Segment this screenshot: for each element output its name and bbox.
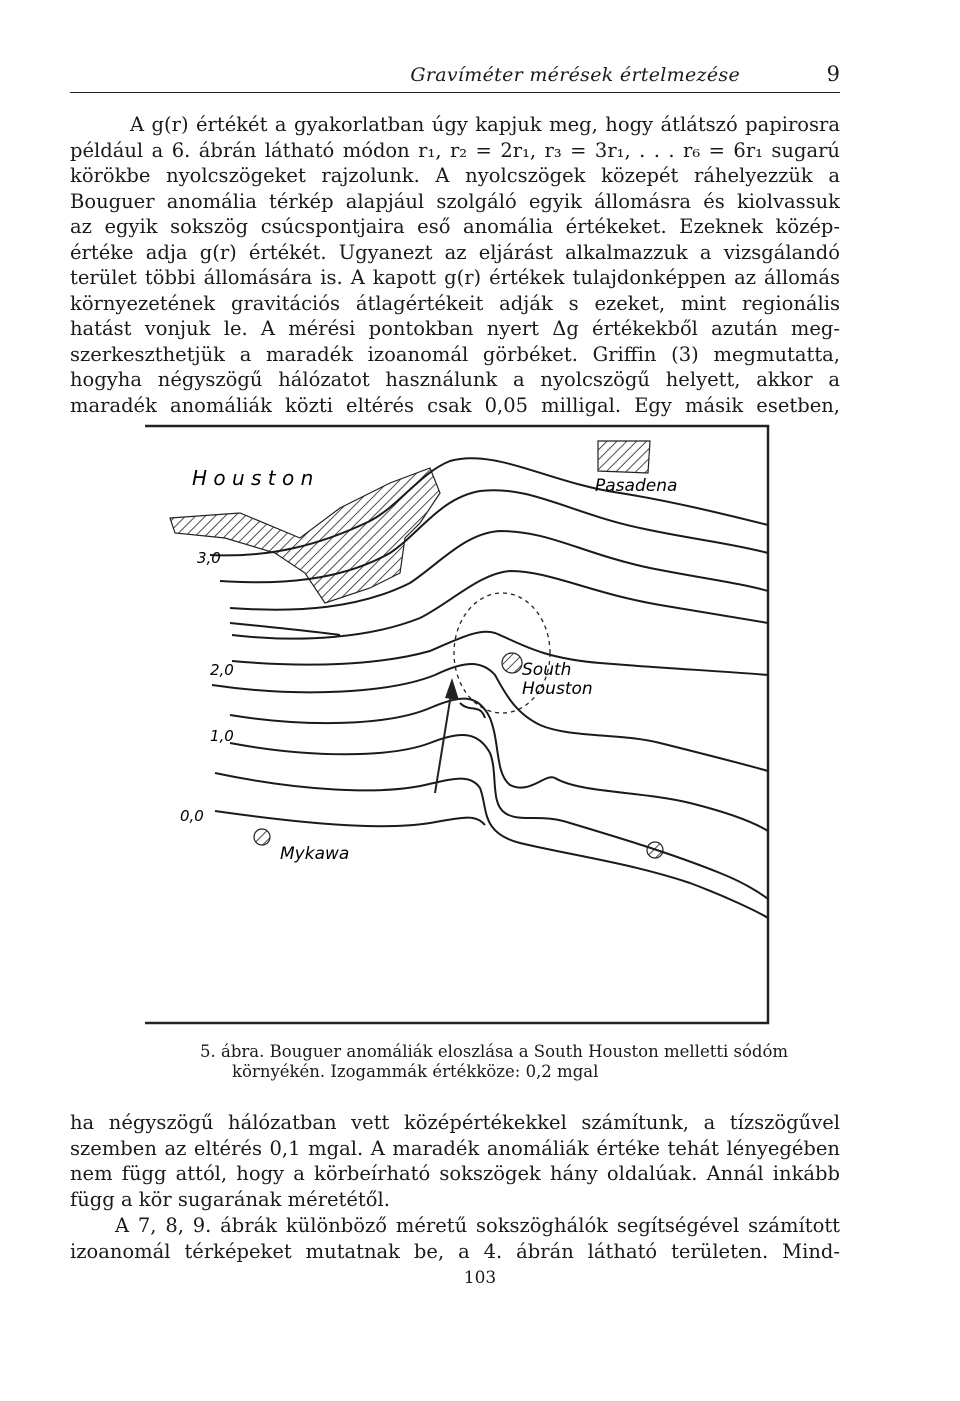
text-line: Bouguer anomália térkép alapjául szolgáló egyik állomásra és kiolvassuk <box>70 189 840 213</box>
label-houston: H o u s t o n <box>192 466 314 490</box>
running-title: Gravíméter mérések értelmezése <box>410 64 740 86</box>
south-houston-dome <box>502 653 522 673</box>
folio: 103 <box>463 1268 497 1288</box>
text-line: terület többi állomására is. A kapott g(r) értékek tulajdonképpen az állomás <box>70 266 840 289</box>
label-houston-2: Houston <box>522 679 593 699</box>
paragraph-3 <box>70 1213 840 1264</box>
paragraph-1 <box>70 112 840 418</box>
figure-caption <box>200 1042 790 1082</box>
contour-line <box>230 623 340 635</box>
text-line: izoanomál térképeket mutatnak be, a 4. ábrán látható területen. Mind- <box>70 1239 840 1263</box>
text-line: szerkeszthetjük a maradék izoanomál görbéket. Griffin (3) megmutatta, <box>70 342 840 366</box>
text-line: hogyha négyszögű hálózatot használunk a nyolcszögű helyett, akkor a <box>70 368 840 391</box>
text-line: szemben az eltérés 0,1 mgal. A maradék anomáliák értéke tehát lényegében <box>70 1136 840 1160</box>
text-line: A g(r) értékét a gyakorlatban úgy kapjuk meg, hogy átlátszó papirosra <box>130 113 840 136</box>
text-line: az egyik sokszög csúcspontjaira eső anomália értékeket. Ezeknek közép- <box>70 215 840 238</box>
text-line: értéke adja g(r) értékét. Ugyanezt az eljárást alkalmazzuk a vizsgálandó <box>70 240 840 264</box>
contour-label-1: 1,0 <box>210 727 234 745</box>
running-header <box>70 60 840 93</box>
text-line: ha négyszögű hálózatban vett középértékekkel számítunk, a tízszögűvel <box>70 1111 840 1134</box>
text-line: nem függ attól, hogy a körbeírható sokszögek hány oldalúak. Annál inkább <box>70 1162 840 1185</box>
arrow-head <box>445 678 459 700</box>
gravity-anomaly-map <box>100 413 780 1028</box>
mykawa-marker <box>254 829 270 845</box>
contour-label-2: 2,0 <box>210 661 234 679</box>
contour-label-3: 3,0 <box>197 549 221 567</box>
contour-label-0: 0,0 <box>180 807 204 825</box>
contour-line <box>215 811 485 826</box>
label-south: South <box>522 660 572 680</box>
caption-line: környékén. Izogammák értékköze: 0,2 mgal <box>232 1062 599 1081</box>
text-line: például a 6. ábrán látható módon r₁, r₂ = 2r₁, r₃ = 3r₁, . . . r₆ = 6r₁ sugarú <box>70 138 840 162</box>
caption-line: 5. ábra. Bouguer anomáliák eloszlása a South Houston melletti sódóm <box>200 1042 789 1061</box>
contour-line <box>230 699 768 831</box>
text-line: maradék anomáliák közti eltérés csak 0,05 milligal. Egy másik esetben, <box>70 393 840 417</box>
text-line: körökbe nyolcszögeket rajzolunk. A nyolcszögek közepét ráhelyezzük a <box>70 164 840 187</box>
text-line: A 7, 8, 9. ábrák különböző méretű sokszöghálók segítségével számított <box>115 1214 840 1237</box>
label-mykawa: Mykawa <box>280 844 350 864</box>
page-number: 9 <box>826 62 840 86</box>
label-pasadena: Pasadena <box>595 476 678 496</box>
paragraph-2 <box>70 1110 840 1212</box>
text-line: függ a kör sugarának méretétől. <box>70 1187 390 1211</box>
pasadena-area <box>598 441 650 473</box>
text-line: környezetének gravitációs átlagértékeit adják s ezeket, mint regionális <box>70 291 840 315</box>
text-line: hatást vonjuk le. A mérési pontokban nyert Δg értékekből azután meg- <box>70 317 840 340</box>
